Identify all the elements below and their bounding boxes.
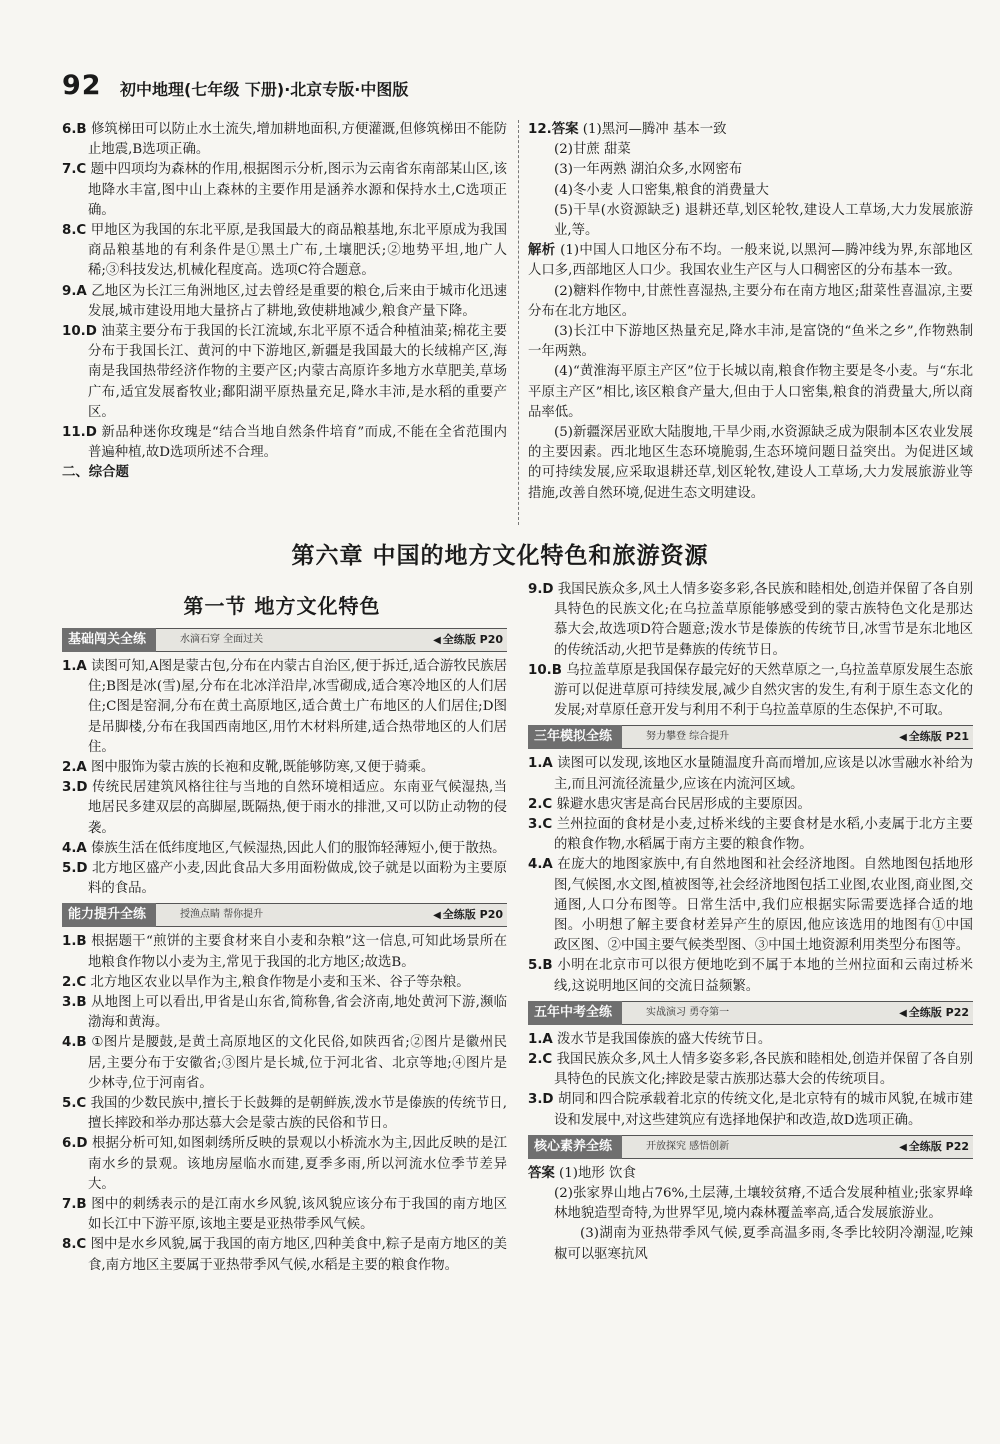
chapter-title: 第六章 中国的地方文化特色和旅游资源 — [291, 543, 709, 569]
answer-item — [528, 661, 973, 722]
answer-number: 7.B — [62, 1197, 87, 1213]
answer-item — [62, 839, 507, 859]
answer-number: 10.D — [62, 324, 97, 340]
answer-number: 1.A — [528, 756, 553, 772]
banner-slogan: 实战演习 勇夺第一 — [646, 1006, 730, 1018]
answer-item — [62, 1094, 507, 1134]
banner-label: 能力提升全练 — [62, 903, 156, 927]
answer-number: 2.C — [528, 796, 553, 812]
banner-ref: ◀ 全练版 P22 — [899, 1005, 969, 1019]
answer-text: 油菜主要分布于我国的长江流域,东北平原不适合种植油菜;棉花主要分布于我国长江、黄河的中下游地区,新疆是我国最大的长绒棉产区,海南是我国热带经济作物的主要产区;内蒙古高原许多地方水草肥美,草场广布,适宜发展畜牧业;鄱阳湖平原热量充足,降水丰沛,是水稻的重要产区。 — [88, 324, 507, 420]
answer-text: 我国的少数民族中,擅长于长鼓舞的是朝鲜族,泼水节是傣族的传统节日,擅长摔跤和举办那达慕大会是蒙古族的民俗和节日。 — [88, 1096, 507, 1132]
analysis-paragraph: (3)长江中下游地区热量充足,降水丰沛,是富饶的“鱼米之乡”,作物熟制一年两熟。 — [528, 324, 973, 360]
banner-ref: ◀ 全练版 P21 — [899, 730, 969, 744]
answer-number: 1.A — [528, 1031, 553, 1047]
analysis-paragraph: (5)新疆深居亚欧大陆腹地,干旱少雨,水资源缺乏成为限制本区农业发展的主要因素。西北地区生态环境脆弱,生态环境问题日益突出。为促进区域的可持续发展,应采取退耕还草,划区轮牧,建设人工草场,大力发展旅游业等措施,改善自然环境,促进生态文明建设。 — [528, 425, 973, 501]
banner-slogan: 授渔点睛 帮你提升 — [180, 909, 264, 921]
answer-item — [528, 1030, 973, 1050]
answer-item — [62, 423, 507, 463]
answer-item — [528, 795, 973, 815]
answer-text: 兰州拉面的食材是小麦,过桥米线的主要食材是水稻,小麦属于北方主要的粮食作物,水稻属于南方主要的粮食作物。 — [554, 817, 973, 853]
answer-text: ①图片是腰鼓,是黄土高原地区的文化民俗,如陕西省;②图片是徽州民居,主要分布于安徽省;③图片是长城,位于河北省、北京等地;④图片是少林寺,位于河南省。 — [88, 1035, 507, 1091]
answer-number: 8.C — [62, 1237, 87, 1253]
answer-number: 4.A — [528, 857, 553, 873]
answer-item — [62, 973, 507, 993]
answer-item — [62, 993, 507, 1033]
answer-text: 躲避水患灾害是高台民居形成的主要原因。 — [556, 796, 811, 812]
banner-slogan: 水滴石穿 全面过关 — [180, 634, 264, 645]
answer-number: 11.D — [62, 425, 97, 441]
banner-slogan: 努力攀登 综合提升 — [646, 731, 730, 743]
answer-number: 4.B — [62, 1035, 87, 1051]
answer-item — [528, 1090, 973, 1130]
bottom-left-column — [62, 624, 507, 1424]
answer-number: 1.A — [62, 659, 87, 674]
answer-number: 3.D — [62, 780, 88, 796]
answer-item — [62, 160, 507, 221]
answer-text: 图中服饰为蒙古族的长袍和皮靴,既能够防寒,又便于骑乘。 — [91, 760, 435, 776]
banner-ref: ◀ 全练版 P20 — [433, 633, 503, 646]
answer-list — [62, 120, 507, 463]
answer-item — [62, 859, 507, 899]
banner-label: 三年模拟全练 — [528, 725, 622, 749]
answer-item — [62, 1033, 507, 1094]
answer-text: 读图可以发现,该地区水量随温度升高而增加,应该是以冰雪融水补给为主,而且河流径流量少,应该在内流河区域。 — [554, 756, 973, 792]
answer-line: (3)一年两熟 湖泊众多,水网密布 — [554, 162, 743, 178]
bottom-right-column — [528, 580, 973, 1424]
answer-number: 5.C — [62, 1096, 87, 1112]
answer-text: 修筑梯田可以防止水土流失,增加耕地面积,方便灌溉,但修筑梯田不能防止地震,B选项正确。 — [88, 122, 507, 158]
column-divider — [518, 120, 519, 525]
answer-item — [62, 1235, 507, 1275]
top-left-column — [62, 120, 507, 530]
answer-number: 5.B — [528, 958, 553, 974]
pencil-arrow-icon: ◀ — [433, 635, 441, 646]
answer-item — [62, 657, 507, 758]
banner-ability — [62, 903, 507, 927]
banner-ref: ◀ 全练版 P22 — [899, 1139, 969, 1153]
answer-text: 根据分析可知,如图刺绣所反映的景观以小桥流水为主,因此反映的是江南水乡的景观。该地房屋临水而建,夏季多雨,所以河流水位季节差异大。 — [88, 1136, 507, 1192]
answer-item — [62, 120, 507, 160]
answer-label: 答案 — [528, 1165, 555, 1181]
answer-text: 傣族生活在低纬度地区,气候湿热,因此人们的服饰轻薄短小,便于散热。 — [91, 840, 506, 856]
answer-number: 1.B — [62, 934, 87, 950]
answer-number: 6.D — [62, 1136, 88, 1152]
answer-line: (5)干旱(水资源缺乏) 退耕还草,划区轮牧,建设人工草场,大力发展旅游业,等。 — [554, 202, 973, 239]
analysis-paragraph: (2)糖料作物中,甘蔗性喜湿热,主要分布在南方地区;甜菜性喜温凉,主要分布在北方地区。 — [528, 283, 973, 319]
answer-text: 新品种迷你玫瑰是“结合当地自然条件培育”而成,不能在全省范围内普遍种植,故D选项所述不合理。 — [88, 425, 507, 461]
answer-number: 3.D — [528, 1092, 554, 1108]
answer-text: 乙地区为长江三角洲地区,过去曾经是重要的粮仓,后来由于城市化迅速发展,城市建设用地大量挤占了耕地,致使耕地减少,粮食产量下降。 — [88, 283, 507, 319]
answer-number: 5.D — [62, 861, 88, 877]
answer-text: 图中的刺绣表示的是江南水乡风貌,该风貌应该分布于我国的南方地区如长江中下游平原,该地主要是亚热带季风气候。 — [88, 1197, 507, 1233]
answer-number: 3.C — [528, 817, 553, 833]
banner-basic — [62, 628, 507, 652]
ability-list — [62, 932, 507, 1275]
answer-item — [528, 754, 973, 794]
answer-text: 我国民族众多,风土人情多姿多彩,各民族和睦相处,创造并保留了各自别具特色的民族文化;摔跤是蒙古族那达慕大会的传统项目。 — [554, 1052, 973, 1088]
answer-item — [62, 932, 507, 972]
answer-text: 泼水节是我国傣族的盛大传统节日。 — [557, 1031, 772, 1047]
page-header — [62, 72, 942, 104]
page-number: 92 — [62, 70, 102, 101]
answer-text: 图中是水乡风貌,属于我国的南方地区,四种美食中,粽子是南方地区的美食,南方地区主要属于亚热带季风气候,水稻是主要的粮食作物。 — [88, 1237, 507, 1273]
section-title: 第一节 地方文化特色 — [183, 594, 381, 618]
answer-number: 3.B — [62, 995, 87, 1011]
answer-text: 北方地区盛产小麦,因此食品大多用面粉做成,饺子就是以面粉为主要原料的食品。 — [88, 861, 507, 897]
answer-item — [528, 1050, 973, 1090]
answer-text: 传统民居建筑风格往往与当地的自然环境相适应。东南亚气候湿热,当地居民多建双层的高脚屋,既隔热,便于雨水的排泄,又可以防止动物的侵袭。 — [88, 780, 507, 836]
banner-ref: ◀ 全练版 P20 — [433, 908, 503, 922]
answer-item — [62, 1195, 507, 1235]
answer-number: 6.B — [62, 122, 87, 137]
three-year-list — [528, 754, 973, 996]
banner-label: 核心素养全练 — [528, 1135, 622, 1159]
answer-number: 10.B — [528, 662, 562, 678]
banner-five-year — [528, 1001, 973, 1025]
analysis-paragraph: (4)“黄淮海平原主产区”位于长城以南,粮食作物主要是冬小麦。与“东北平原主产区”相比,该区粮食产量大,但由于人口密集,粮食的消费量大,所以商品率低。 — [528, 364, 973, 420]
answer-text: 小明在北京市可以很方便地吃到不属于本地的兰州拉面和云南过桥米线,这说明地区间的交流日益频繁。 — [554, 958, 973, 994]
answer-text: 北方地区农业以旱作为主,粮食作物是小麦和玉米、谷子等杂粮。 — [90, 974, 470, 990]
banner-label: 五年中考全练 — [528, 1001, 622, 1025]
core-line: (2)张家界山地占76%,土层薄,土壤较贫瘠,不适合发展种植业;张家界峰林地貌造型奇特,为世界罕见,境内森林覆盖率高,适合发展旅游业。 — [554, 1186, 973, 1222]
answer-item — [528, 580, 973, 661]
answer-label: 12.答案 — [528, 122, 579, 137]
pencil-arrow-icon: ◀ — [899, 732, 907, 744]
pencil-arrow-icon: ◀ — [899, 1007, 907, 1019]
pencil-arrow-icon: ◀ — [433, 910, 441, 922]
answer-line: (4)冬小麦 人口密集,粮食的消费量大 — [554, 182, 769, 198]
section-heading: 二、综合题 — [62, 465, 129, 481]
answer-number: 2.C — [528, 1052, 553, 1068]
answer-text: 在庞大的地图家族中,有自然地图和社会经济地图。自然地图包括地形图,气候图,水文图,植被图等,社会经济地图包括工业图,农业图,商业图,交通图,人口分布图等。日常生活中,我们应根据实际需要选择合适的地图。小明想了解主要食材差异产生的原因,他应该选用的地图有①中国政区图、②中国主要气候类型图、③中国土地资源利用类型分布图等。 — [554, 857, 973, 954]
banner-core — [528, 1135, 973, 1159]
analysis-first: 解析 (1)中国人口地区分布不均。一般来说,以黑河—腾冲线为界,东部地区人口多,西部地区人口少。我国农业生产区与人口稠密区的分布基本一致。 — [528, 243, 973, 279]
answer-text: 乌拉盖草原是我国保存最完好的天然草原之一,乌拉盖草原发展生态旅游可以促进草原可持续发展,减少自然灾害的发生,有利于原生态文化的发展;对草原任意开发与利用不利于乌拉盖草原的生态保护,不可取。 — [554, 662, 973, 719]
answer-number: 2.C — [62, 974, 87, 990]
basic-list — [62, 657, 507, 899]
answer-text: 我国民族众多,风土人情多姿多彩,各民族和睦相处,创造并保留了各自别具特色的民族文化;在乌拉盖草原能够感受到的蒙古族特色文化是那达慕大会,故选项D符合题意;泼水节是傣族的传统节日,冰雪节是东北地区的传统活动,火把节是彝族的传统节日。 — [554, 582, 973, 658]
core-answer: 答案 (1)地形 饮食 — [528, 1165, 636, 1181]
answer-text: 读图可知,A图是蒙古包,分布在内蒙古自治区,便于拆迁,适合游牧民族居住;B图是冰(雪)屋,分布在北冰洋沿岸,冰雪砌成,适合寒冷地区的人们居住;C图是窑洞,分布在黄土高原地区,适合黄土广布地区的人们居住;D图是吊脚楼,分布在我国西南地区,用竹木材料所建,适合热带地区的人们居住。 — [88, 659, 507, 755]
answer-item — [528, 855, 973, 956]
answer-item — [62, 282, 507, 322]
answer-text: 从地图上可以看出,甲省是山东省,简称鲁,省会济南,地处黄河下游,濒临渤海和黄海。 — [88, 995, 507, 1031]
pencil-arrow-icon: ◀ — [899, 1141, 907, 1153]
banner-slogan: 开放探究 感悟创新 — [646, 1140, 730, 1152]
answer-number: 7.C — [62, 162, 87, 178]
answer-number: 4.A — [62, 840, 87, 856]
answer-item — [528, 956, 973, 996]
five-year-list — [528, 1030, 973, 1131]
core-line: (3)湖南为亚热带季风气候,夏季高温多雨,冬季比较阴冷潮湿,吃辣椒可以驱寒抗风 — [554, 1226, 973, 1262]
banner-label: 基础闯关全练 — [62, 628, 156, 652]
answer-item — [62, 322, 507, 423]
analysis-label: 解析 — [528, 243, 556, 259]
answer-number: 8.C — [62, 223, 87, 239]
answer-12 — [528, 120, 973, 140]
answer-item — [528, 815, 973, 855]
answer-text: 根据题干“煎饼的主要食材来自小麦和杂粮”这一信息,可知此场景所在地粮食作物以小麦为主,常见于我国的北方地区;故选B。 — [88, 934, 507, 970]
answer-item — [62, 778, 507, 839]
answer-text: 甲地区为我国的东北平原,是我国最大的商品粮基地,东北平原成为我国商品粮基地的有利条件是①黑土广布,土壤肥沃;②地势平坦,地广人稀;③科技发达,机械化程度高。选项C符合题意。 — [88, 223, 507, 279]
answer-number: 9.D — [528, 582, 554, 597]
answer-text: 题中四项均为森林的作用,根据图示分析,图示为云南省东南部某山区,该地降水丰富,图中山上森林的主要作用是涵养水源和保持水土,C选项正确。 — [88, 162, 507, 218]
answer-line: (2)甘蔗 甜菜 — [554, 142, 631, 158]
answer-item — [62, 1134, 507, 1195]
answer-item — [62, 221, 507, 282]
top-right-column — [528, 120, 973, 530]
right-list — [528, 580, 973, 721]
analysis-list — [528, 282, 973, 504]
answer-item — [62, 758, 507, 778]
answer-text: 胡同和四合院承载着北京的传统文化,是北京特有的城市风貌,在城市建设和发展中,对这些建筑应有选择地保护和改造,故D选项正确。 — [554, 1092, 973, 1128]
answer-line: (1)黑河—腾冲 基本一致 — [582, 122, 727, 137]
answer-number: 9.A — [62, 283, 87, 299]
banner-three-year — [528, 725, 973, 749]
answer-number: 2.A — [62, 760, 87, 776]
book-title: 初中地理(七年级 下册)·北京专版·中图版 — [120, 80, 409, 99]
